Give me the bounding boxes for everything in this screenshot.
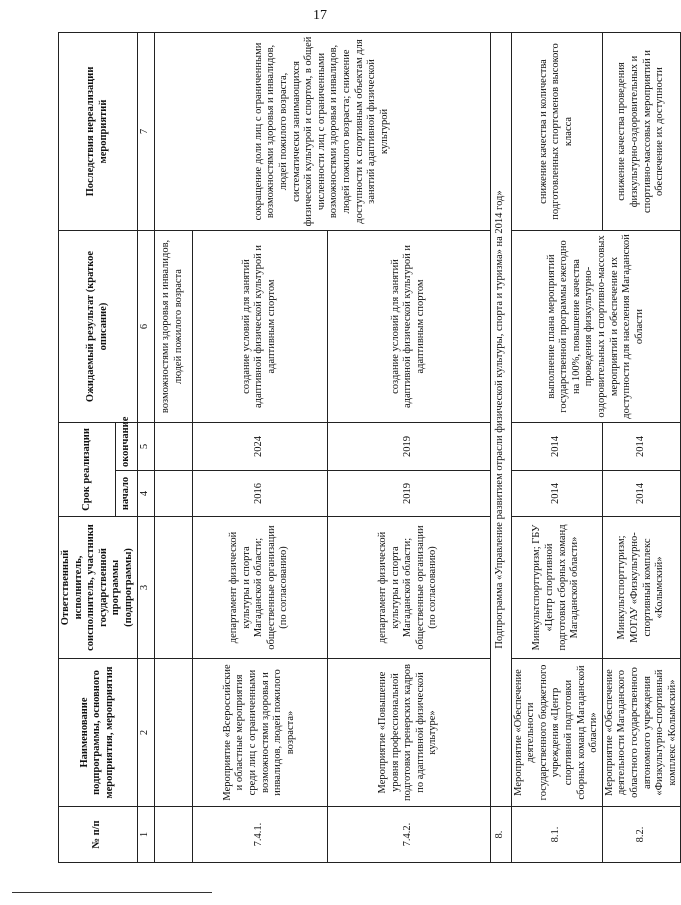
column-numbers-row [137, 33, 154, 863]
header-name: Наименование подпрограммы, основного мероприятия, мероприятия [59, 659, 138, 807]
cell-name: Мероприятие «Повышение уровня профессиональной подготовки тренерских кадров по адаптивной физической культуре» [327, 659, 490, 807]
cell-start: 2014 [511, 471, 602, 517]
cell-num: 7.4.1. [192, 807, 327, 863]
header-term: Срок реализации [59, 423, 116, 517]
cell-responsible: департамент физической культуры и спорта Магаданской области; общественные организации (по согласованию) [192, 517, 327, 659]
column-number: 6 [137, 231, 154, 423]
cell-consequences: снижение качества проведения физкультурно-оздоровительных и спортивно-массовых мероприятий и обеспечение их доступности [602, 33, 681, 231]
section-num: 8. [490, 807, 511, 863]
header-num: № п/п [59, 807, 138, 863]
cell-responsible: Минкультспорттуризм; ГБУ «Центр спортивной подготовки сборных команд Магаданской области» [511, 517, 602, 659]
cell-start: 2014 [602, 471, 681, 517]
section-title: Подпрограмма «Управление развитием отрасли физической культуры, спорта и туризма» на 2014 год» [490, 33, 511, 807]
header-consequences: Последствия нереализации мероприятий [59, 33, 138, 231]
cell-end: 2019 [327, 423, 490, 471]
column-number: 2 [137, 659, 154, 807]
cell-responsible: департамент физической культуры и спорта Магаданской области; общественные организации (по согласованию) [327, 517, 490, 659]
cell-name [154, 659, 192, 807]
cell-responsible [154, 517, 192, 659]
column-number: 5 [137, 423, 154, 471]
column-number: 1 [137, 807, 154, 863]
section-row [490, 33, 511, 863]
cell-result: создание условий для занятий адаптивной физической культурой и адаптивным спортом [192, 231, 327, 423]
header-row [59, 33, 116, 863]
cell-name: Мероприятие «Обеспечение деятельности государственного бюджетного учреждения «Центр спортивной подготовки сборных команд Магаданской области» [511, 659, 602, 807]
cell-end: 2014 [511, 423, 602, 471]
header-result: Ожидаемый результат (краткое описание) [59, 231, 138, 423]
page-number: 17 [313, 8, 327, 23]
cell-consequences: снижение качества и количества подготовленных спортсменов высокого класса [511, 33, 602, 231]
cell-responsible: Минкультспорттуризм; МОГАУ «Физкультурно-спортивный комплекс «Колымский» [602, 517, 681, 659]
rotated-table-wrapper [58, 33, 678, 863]
cell-start: 2019 [327, 471, 490, 517]
cell-name: Мероприятие «Обеспечение деятельности Магаданского областного государственного автономного учреждения «Физкультурно-спортивный комплекс «Колымский» [602, 659, 681, 807]
cell-consequences: сокращение доли лиц с ограниченными возможностями здоровья и инвалидов, людей пожилого возраста, систематически занимающихся физической культурой и спортом, в общей численности лиц с ограниченными возможностями здоровья и инвалидов, людей пожилого возраста; снижение доступности к спортивным объектам для занятий адаптивной физической культурой [154, 33, 490, 231]
header-start: начало [115, 471, 137, 517]
header-responsible: Ответственный исполнитель, соисполнитель, участники государственной программы (подпрограммы) [59, 517, 138, 659]
cell-num: 7.4.2. [327, 807, 490, 863]
column-number: 4 [137, 471, 154, 517]
header-end: окончание [115, 423, 137, 471]
program-measures-table [58, 32, 681, 863]
cell-start [154, 471, 192, 517]
table-row-continuation [154, 33, 192, 863]
cell-end: 2014 [602, 423, 681, 471]
cell-end: 2024 [192, 423, 327, 471]
cell-start: 2016 [192, 471, 327, 517]
column-number: 3 [137, 517, 154, 659]
cell-result: возможностями здоровья и инвалидов, людей пожилого возраста [154, 231, 192, 423]
cell-end [154, 423, 192, 471]
cell-num [154, 807, 192, 863]
table-row [511, 33, 602, 863]
cell-num: 8.2. [602, 807, 681, 863]
cell-name: Мероприятие «Всероссийские и областные мероприятия среди лиц с ограниченными возможностями здоровья и инвалидов, людей пожилого возраста» [192, 659, 327, 807]
column-number: 7 [137, 33, 154, 231]
cell-result: выполнение плана мероприятий государственной программы ежегодно на 100%, повышение качества проведения физкультурно-оздоровительных и спортивно-массовых мероприятий и обеспечение их доступности для населения Магаданской области [511, 231, 681, 423]
cell-num: 8.1. [511, 807, 602, 863]
footnote-divider [12, 892, 212, 893]
cell-result: создание условий для занятий адаптивной физической культурой и адаптивным спортом [327, 231, 490, 423]
table-row [602, 33, 681, 863]
